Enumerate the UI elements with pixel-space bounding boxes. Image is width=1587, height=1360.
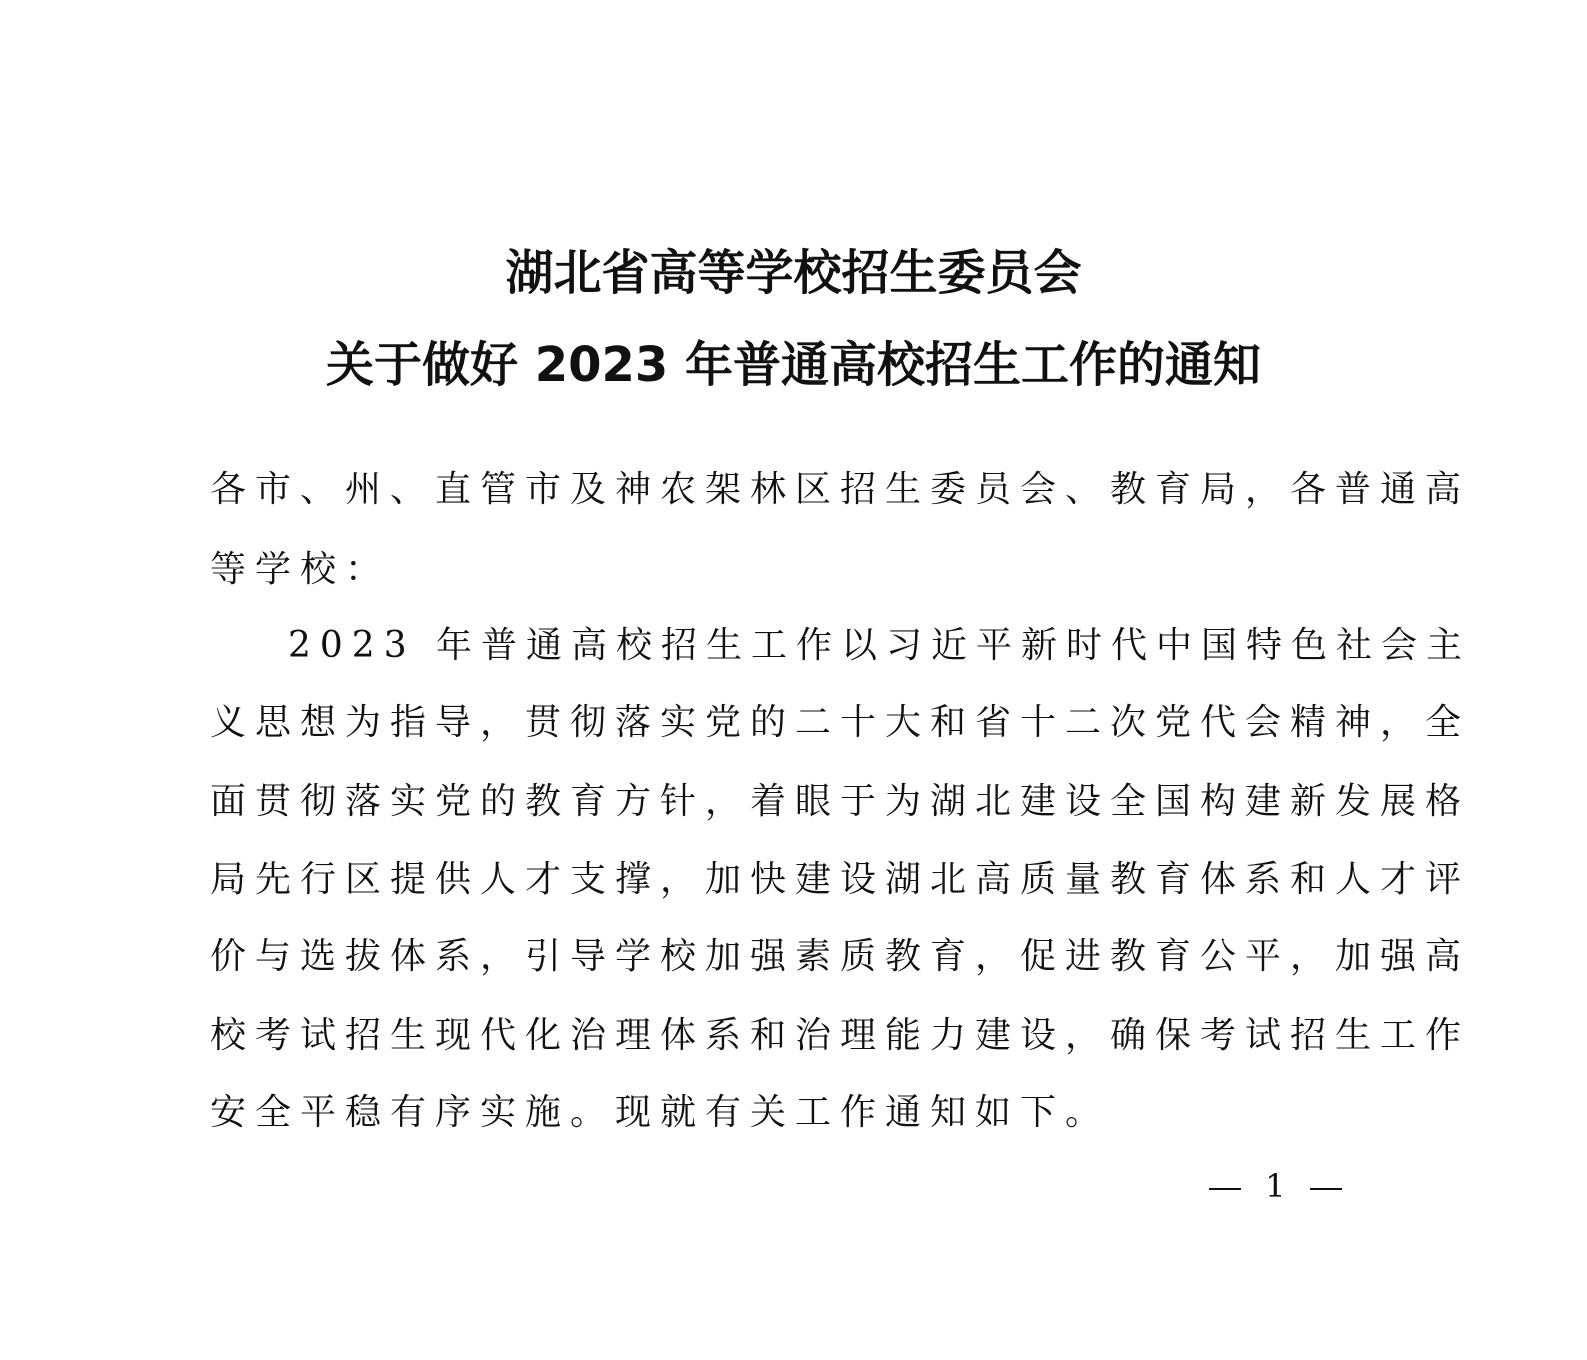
paragraph-line-5: 价与选拔体系，引导学校加强素质教育，促进教育公平，加强高 xyxy=(210,936,1471,977)
salutation-line-1: 各市、州、直管市及神农架林区招生委员会、教育局，各普通高 xyxy=(210,469,1471,510)
footer-left-dash xyxy=(1209,1188,1241,1190)
paragraph-line-6: 校考试招生现代化治理体系和治理能力建设，确保考试招生工作 xyxy=(210,1015,1471,1056)
page-footer xyxy=(1195,1166,1335,1206)
paragraph-line-7: 安全平稳有序实施。现就有关工作通知如下。 xyxy=(210,1092,1111,1133)
paragraph-line-4: 局先行区提供人才支撑，加快建设湖北高质量教育体系和人才评 xyxy=(210,859,1471,900)
page-number: 1 xyxy=(1265,1167,1286,1205)
document-title-line-2: 关于做好 2023 年普通高校招生工作的通知 xyxy=(325,337,1262,393)
salutation-line-2: 等学校： xyxy=(210,549,391,590)
paragraph-line-2: 义思想为指导，贯彻落实党的二十大和省十二次党代会精神，全 xyxy=(210,702,1471,743)
footer-right-dash xyxy=(1310,1188,1342,1190)
paragraph-line-3: 面贯彻落实党的教育方针，着眼于为湖北建设全国构建新发展格 xyxy=(210,781,1471,822)
document-title-line-1: 湖北省高等学校招生委员会 xyxy=(505,245,1082,301)
paragraph-line-1: 2023 年普通高校招生工作以习近平新时代中国特色社会主 xyxy=(288,625,1472,666)
